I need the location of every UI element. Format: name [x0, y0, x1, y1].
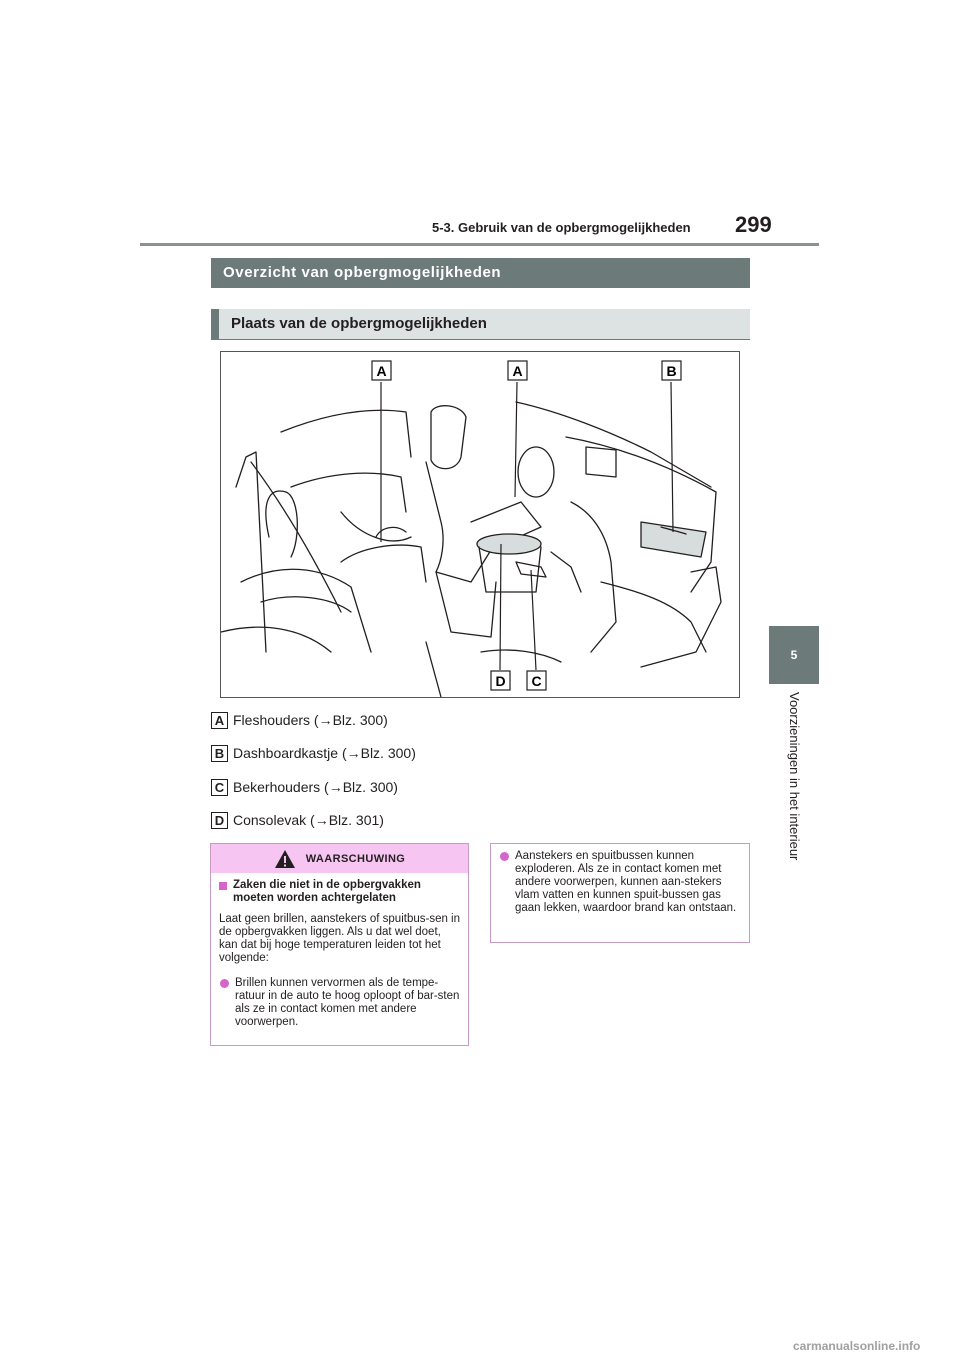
- rear-cushion: [341, 545, 426, 582]
- legend-text: Bekerhouders (→Blz. 300): [233, 779, 398, 795]
- warning-subhead-text: Zaken die niet in de opbergvakken moeten worden achtergelaten: [233, 879, 421, 904]
- section-title: 5-3. Gebruik van de opbergmogelijkheden: [432, 220, 691, 235]
- warning-bullet-text: Brillen kunnen vervormen als de tempe-ratuur in de auto te hoog oploopt of bar-sten als ze in contact komen met andere voorwerpen.: [235, 977, 460, 1028]
- warning-body: [211, 873, 468, 1029]
- callout-a2: A: [512, 363, 523, 379]
- callout-d: D: [495, 673, 506, 689]
- page-heading: Overzicht van opbergmogelijkheden: [211, 258, 750, 288]
- legend-key: A: [211, 712, 228, 729]
- footer-watermark: carmanualsonline.info: [793, 1339, 921, 1353]
- legend-item-a: [211, 710, 388, 730]
- round-bullet-icon: [500, 852, 509, 861]
- section-heading: Plaats van de opbergmogelijkheden: [211, 309, 750, 340]
- passenger-seat: [601, 582, 706, 652]
- warning-heading: WAARSCHUWING: [305, 852, 406, 865]
- car-interior-drawing: [221, 352, 739, 697]
- legend-item-d: [211, 810, 384, 830]
- legend-key: B: [211, 745, 228, 762]
- square-bullet-icon: [219, 882, 227, 890]
- warning-continuation-box: [490, 843, 750, 943]
- leader-line-a2: [515, 382, 517, 497]
- legend-item-c: [211, 777, 398, 797]
- console-lid: [477, 534, 541, 554]
- chapter-title: Voorzieningen in het interieur: [787, 692, 802, 861]
- legend-text: Fleshouders (→Blz. 300): [233, 712, 388, 728]
- steering-wheel: [518, 447, 554, 497]
- rear-window: [281, 410, 411, 457]
- leader-line-c: [531, 570, 536, 670]
- chapter-side-label: [786, 692, 804, 877]
- legend-item-b: [211, 743, 416, 763]
- front-seat-back: [426, 462, 496, 582]
- seatbelt-line: [251, 462, 341, 612]
- callout-b: B: [666, 363, 677, 379]
- callout-c: C: [531, 673, 542, 689]
- leader-line-b: [671, 382, 673, 532]
- round-bullet-icon: [220, 979, 229, 988]
- page-number: 299: [735, 212, 772, 237]
- legend-key: C: [211, 779, 228, 796]
- center-console: [571, 502, 616, 652]
- center-screen: [586, 447, 616, 477]
- chapter-number: 5: [790, 648, 798, 662]
- header-rule: [140, 243, 819, 246]
- front-headrest: [431, 406, 466, 469]
- interior-illustration: [220, 351, 740, 698]
- warning-subhead: [219, 879, 460, 905]
- warning-bullet-text: Aanstekers en spuitbussen kunnen exploderen. Als ze in contact komen met andere voorwerpen, kunnen aan-stekers vlam vatten en kunnen spuit-bussen gas gaan lekken, waardoor brand kan ontstaan.: [515, 850, 737, 914]
- door-frame-line: [236, 452, 266, 652]
- leader-line-d: [500, 544, 501, 670]
- warning-bullet: [219, 977, 460, 1029]
- warning-header: [211, 844, 468, 873]
- legend-text: Consolevak (→Blz. 301): [233, 812, 384, 828]
- warning-bullet: [499, 850, 741, 915]
- warning-box: [210, 843, 469, 1046]
- callout-a1: A: [376, 363, 387, 379]
- legend-key: D: [211, 812, 228, 829]
- warning-paragraph: Laat geen brillen, aanstekers of spuitbus-sen in de opbergvakken liggen. Als u dat wel doet, kan dat bij hoge temperaturen leiden tot het volgende:: [219, 913, 461, 964]
- chapter-tab: [769, 626, 819, 684]
- warning-triangle-icon: [274, 849, 296, 869]
- legend-text: Dashboardkastje (→Blz. 300): [233, 745, 416, 761]
